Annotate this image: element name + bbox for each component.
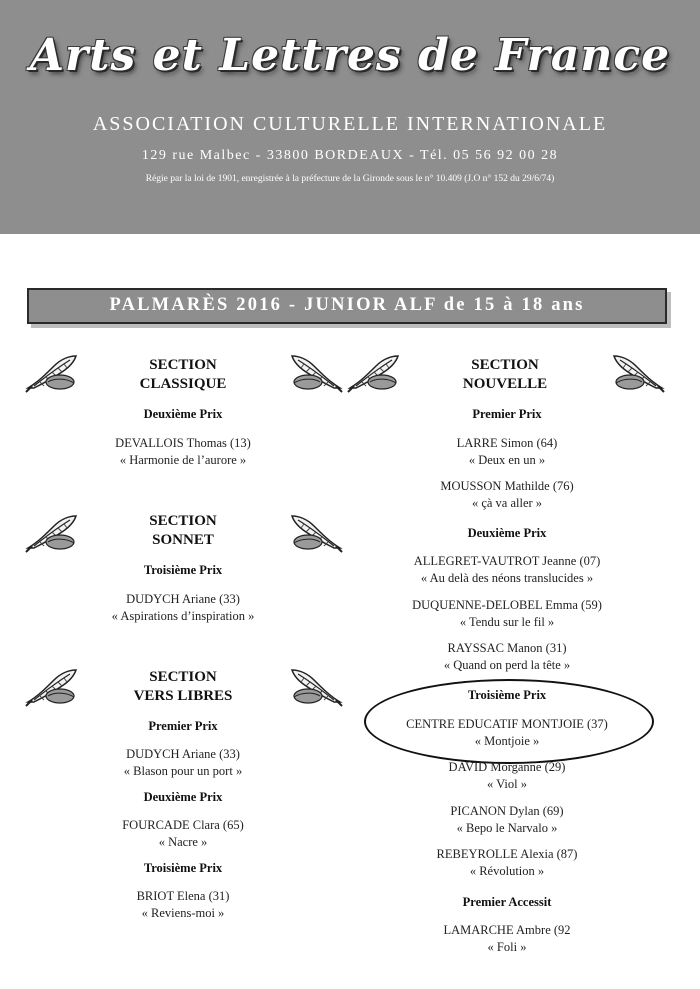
laureate-name: DUQUENNE-DELOBEL Emma (59) — [412, 598, 602, 612]
section-vers-libres-title — [88, 668, 278, 706]
work-title: « Révolution » — [469, 864, 545, 878]
work-title: « Aspirations d’inspiration » — [111, 609, 255, 623]
prize-heading: Deuxième Prix — [467, 526, 547, 540]
laureate-name: RAYSSAC Manon (31) — [447, 641, 567, 655]
section-name: VERS LIBRES — [133, 688, 233, 704]
work-title: « Quand on perd la tête » — [443, 658, 571, 672]
list-item — [362, 922, 652, 956]
work-title: « Viol » — [487, 777, 527, 791]
list-item — [362, 478, 652, 512]
laureate-name: FOURCADE Clara (65) — [122, 818, 244, 832]
section-classique-title — [88, 356, 278, 394]
prize-heading: Premier Prix — [148, 719, 218, 733]
work-title: « Foli » — [487, 940, 527, 954]
laureate-name: LARRE Simon (64) — [456, 436, 558, 450]
list-item — [362, 553, 652, 587]
work-title: « Deux en un » — [468, 453, 546, 467]
list-item — [68, 888, 298, 922]
laureate-name: DUDYCH Ariane (33) — [126, 592, 240, 606]
section-label: SECTION — [149, 669, 217, 685]
prize-heading: Troisième Prix — [143, 563, 223, 577]
section-label: SECTION — [149, 357, 217, 373]
quill-pen-icon — [288, 512, 344, 556]
laureate-name: DEVALLOIS Thomas (13) — [115, 436, 251, 450]
laureate-name: BRIOT Elena (31) — [136, 889, 230, 903]
section-nouvelle-title — [410, 356, 600, 394]
work-title: « Harmonie de l’aurore » — [119, 453, 247, 467]
work-title: « Montjoie » — [474, 734, 540, 748]
list-item — [68, 591, 298, 625]
quill-pen-icon — [346, 352, 402, 396]
list-item — [362, 803, 652, 837]
work-title: « Nacre » — [158, 835, 208, 849]
list-item — [362, 597, 652, 631]
laureate-name: DUDYCH Ariane (33) — [126, 747, 240, 761]
list-item — [362, 716, 652, 750]
quill-pen-icon — [610, 352, 666, 396]
laureate-name: ALLEGRET-VAUTROT Jeanne (07) — [413, 554, 601, 568]
header-band — [0, 0, 700, 234]
quill-pen-icon — [24, 512, 80, 556]
list-item — [68, 435, 298, 469]
work-title: « Bepo le Narvalo » — [456, 821, 558, 835]
association-address: 129 rue Malbec - 33800 BORDEAUX - Tél. 05 56 92 00 28 — [141, 148, 559, 163]
laureate-name: LAMARCHE Ambre (92 — [443, 923, 571, 937]
laureate-name: REBEYROLLE Alexia (87) — [436, 847, 578, 861]
list-item — [68, 817, 298, 851]
laureate-name: DAVID Morganne (29) — [448, 760, 566, 774]
prize-heading: Troisième Prix — [143, 861, 223, 875]
palmares-banner: PALMARÈS 2016 - JUNIOR ALF de 15 à 18 ans — [27, 288, 667, 324]
work-title: « Blason pour un port » — [123, 764, 243, 778]
work-title: « çà va aller » — [471, 496, 543, 510]
work-title: « Tendu sur le fil » — [459, 615, 555, 629]
quill-pen-icon — [24, 666, 80, 710]
legal-notice: Régie par la loi de 1901, enregistrée à la préfecture de la Gironde sous le n° 10.409 (J.O n° 152 du 29/6/74) — [145, 174, 555, 184]
association-subtitle: ASSOCIATION CULTURELLE INTERNATIONALE — [92, 113, 608, 135]
quill-pen-icon — [288, 352, 344, 396]
list-item — [68, 746, 298, 780]
prize-heading: Premier Prix — [472, 407, 542, 421]
prize-heading: Troisième Prix — [467, 688, 547, 702]
list-item — [362, 435, 652, 469]
prize-heading: Deuxième Prix — [143, 790, 223, 804]
section-label: SECTION — [471, 357, 539, 373]
laureate-name: MOUSSON Mathilde (76) — [440, 479, 574, 493]
work-title: « Reviens-moi » — [141, 906, 225, 920]
section-name: NOUVELLE — [462, 376, 548, 392]
work-title: « Au delà des néons translucides » — [420, 571, 594, 585]
quill-pen-icon — [288, 666, 344, 710]
section-name: SONNET — [152, 532, 214, 548]
list-item — [362, 640, 652, 674]
section-sonnet-title — [88, 512, 278, 550]
prize-heading: Deuxième Prix — [143, 407, 223, 421]
page-title: Arts et Lettres de France — [29, 30, 671, 81]
list-item — [362, 759, 652, 793]
laureate-name: CENTRE EDUCATIF MONTJOIE (37) — [406, 717, 608, 731]
section-name: CLASSIQUE — [139, 376, 227, 392]
list-item — [362, 846, 652, 880]
laureate-name: PICANON Dylan (69) — [450, 804, 564, 818]
section-label: SECTION — [149, 513, 217, 529]
prize-heading: Premier Accessit — [462, 895, 552, 909]
quill-pen-icon — [24, 352, 80, 396]
